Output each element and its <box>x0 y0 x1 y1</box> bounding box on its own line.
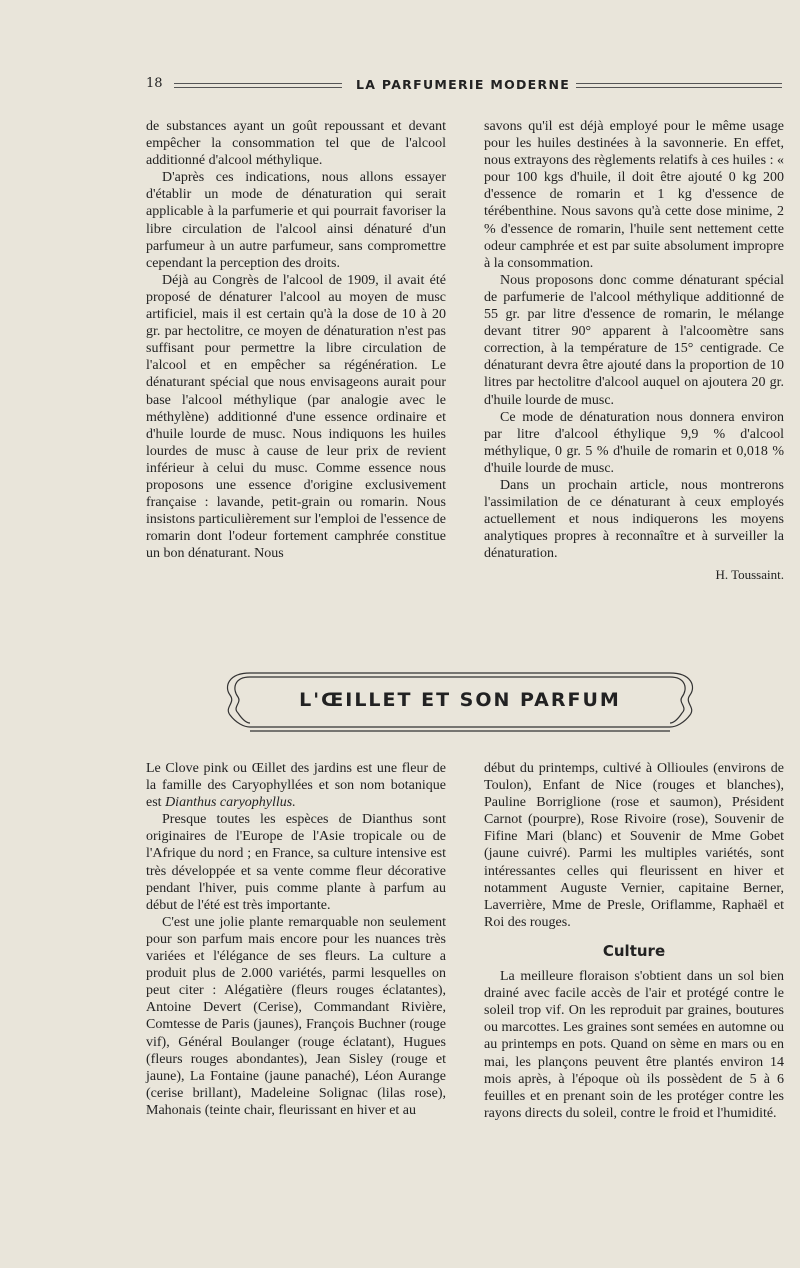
header-rule-left <box>174 83 342 88</box>
article-title: L'ŒILLET ET SON PARFUM <box>299 689 621 711</box>
paragraph: Déjà au Congrès de l'alcool de 1909, il avait été proposé de dénaturer l'alcool au moyen de musc artificiel, mais il est certain qu'à la dose de 10 à 20 gr. par hectolitre, ce moyen de dénaturation n'est pas suffisant pour permettre la libre circulation de l'alcool et en empêcher sa régénération. Le dénaturant spécial que nous envisageons aurait pour base l'alcool méthylique (par analogie avec le méthylène) additionné d'une essence ordinaire et d'huile lourde de musc. Nous indiquons les huiles lourdes de musc à cause de leur prix de revient inférieur à celui du musc. Comme essence nous proposons une essence d'origine exclusivement française : lavande, petit-grain ou romarin. Nous insistons particulièrement sur l'emploi de l'essence de romarin dont l'odeur fortement camphrée constitue un bon dénaturant. Nous <box>146 272 446 562</box>
page-number: 18 <box>146 76 163 91</box>
author-signature: H. Toussaint. <box>715 567 784 583</box>
article2-right-column <box>484 760 784 1122</box>
article1-right-column <box>484 118 784 584</box>
botanical-name: Dianthus caryophyllus. <box>165 795 296 811</box>
paragraph: C'est une jolie plante remarquable non seulement pour son parfum mais encore pour les nuances très variées et l'élégance de ses fleurs. La culture a produit plus de 2.000 variétés, parmi lesquelles on peut citer : Alégatière (fleurs rouges éclatantes), Antoine Devert (Cerise), Commandant Rivière, Comtesse de Paris (jaunes), François Buchner (rouge vif), Général Boulanger (rouge éclatant), Hugues (fleurs rouges abondantes), Jean Sisley (rouge et jaune), La Fontaine (jaune panaché), Léon Aurange (cerise brillant), Madeleine Solignac (lilas rose), Mahonais (teinte chair, fleurissant en hiver et au <box>146 914 446 1118</box>
article2-left-column <box>146 760 446 1119</box>
running-header <box>146 76 782 96</box>
paragraph: début du printemps, cultivé à Ollioules (environs de Toulon), Enfant de Nice (rouges et blanches), Pauline Borriglione (rose et saumon), Président Carnot (pourpre), Rose Rivoire (rose), Souvenir de Fifine Mari (blanc) et Souvenir de Mme Gobet (jaune cuivré). Parmi les multiples variétés, sont intéressantes celles qui fleurissent en hiver et notamment Auguste Vernier, capitaine Berner, Laverrière, Mme de Presle, Oriflamme, Raphaël et Roi des rouges. <box>484 761 784 930</box>
intro-text: Le Clove pink ou Œillet des jardins est une fleur de la famille des Caryophyllées et son nom botanique est <box>146 761 446 811</box>
paragraph: savons qu'il est déjà employé pour le même usage pour les huiles destinées à la savonnerie. En effet, nous extrayons des règlements relatifs à ces huiles : « pour 100 kgs d'huile, il doit être ajouté 0 kg 200 d'essence de romarin et 1 kg d'essence de térébenthine. Nous savons qu'à cette dose minime, 2 % d'essence de romarin, l'huile sent nettement cette odeur camphrée et est par suite absolument impropre à la consommation. <box>484 119 784 271</box>
paragraph: La meilleure floraison s'obtient dans un sol bien drainé avec facile accès de l'air et protégé contre le soleil trop vif. On les reproduit par graines, boutures ou marcottes. Les graines sont semées en automne ou au printemps en pots. Quand on sème en mars ou en mai, les plançons peuvent être plantés environ 14 mois après, à l'époque où ils possèdent de 5 à 6 feuilles et en prenant soin de les protéger contre les rayons directs du soleil, contre le froid et l'humidité. <box>484 969 784 1121</box>
paragraph: Ce mode de dénaturation nous donnera environ par litre d'alcool éthylique 9,9 % d'alcool méthylique, 0 gr. 5 % d'huile de romarin et 0,018 % d'huile lourde de musc. <box>484 409 784 476</box>
section-subheading: Culture <box>602 941 666 960</box>
paragraph: Presque toutes les espèces de Dianthus sont originaires de l'Europe de l'Asie tropicale ou de l'Afrique du nord ; en France, sa culture intensive est très développée et sa vente comme fleur décorative pendant l'hiver, puis comme plante à parfum au début de l'été est très importante. <box>146 812 446 913</box>
paragraph: Nous proposons donc comme dénaturant spécial de parfumerie de l'alcool méthylique additionné de 55 gr. par litre d'essence de romarin, le mélange devant titrer 90° apparent à l'alcoomètre sans correction, à la température de 15° centigrade. Ce dénaturant devra être ajouté dans la proportion de 10 litres par hectolitre d'alcool auquel on ajoutera 20 gr. d'huile lourde de musc. <box>484 272 784 408</box>
article-title-banner <box>220 667 700 737</box>
intro-paragraph <box>146 760 446 811</box>
article1-left-column <box>146 118 446 562</box>
header-rule-right <box>576 83 782 88</box>
journal-title: LA PARFUMERIE MODERNE <box>356 77 571 92</box>
paragraph: Dans un prochain article, nous montrerons l'assimilation de ce dénaturant à ceux employés actuellement et nous indiquerons les moyens analytiques propres à reconnaître et à surveiller la dénaturation. <box>484 477 784 562</box>
paragraph: D'après ces indications, nous allons essayer d'établir un mode de dénaturation qui serait applicable à la parfumerie et qui pourrait favoriser la libre circulation de l'alcool ainsi dénaturé d'un parfumeur à un autre parfumeur, sans compromettre cependant la perception des droits. <box>146 170 446 271</box>
paragraph: de substances ayant un goût repoussant et devant empêcher la consommation tel que de l'alcool additionné d'alcool méthylique. <box>146 119 446 169</box>
